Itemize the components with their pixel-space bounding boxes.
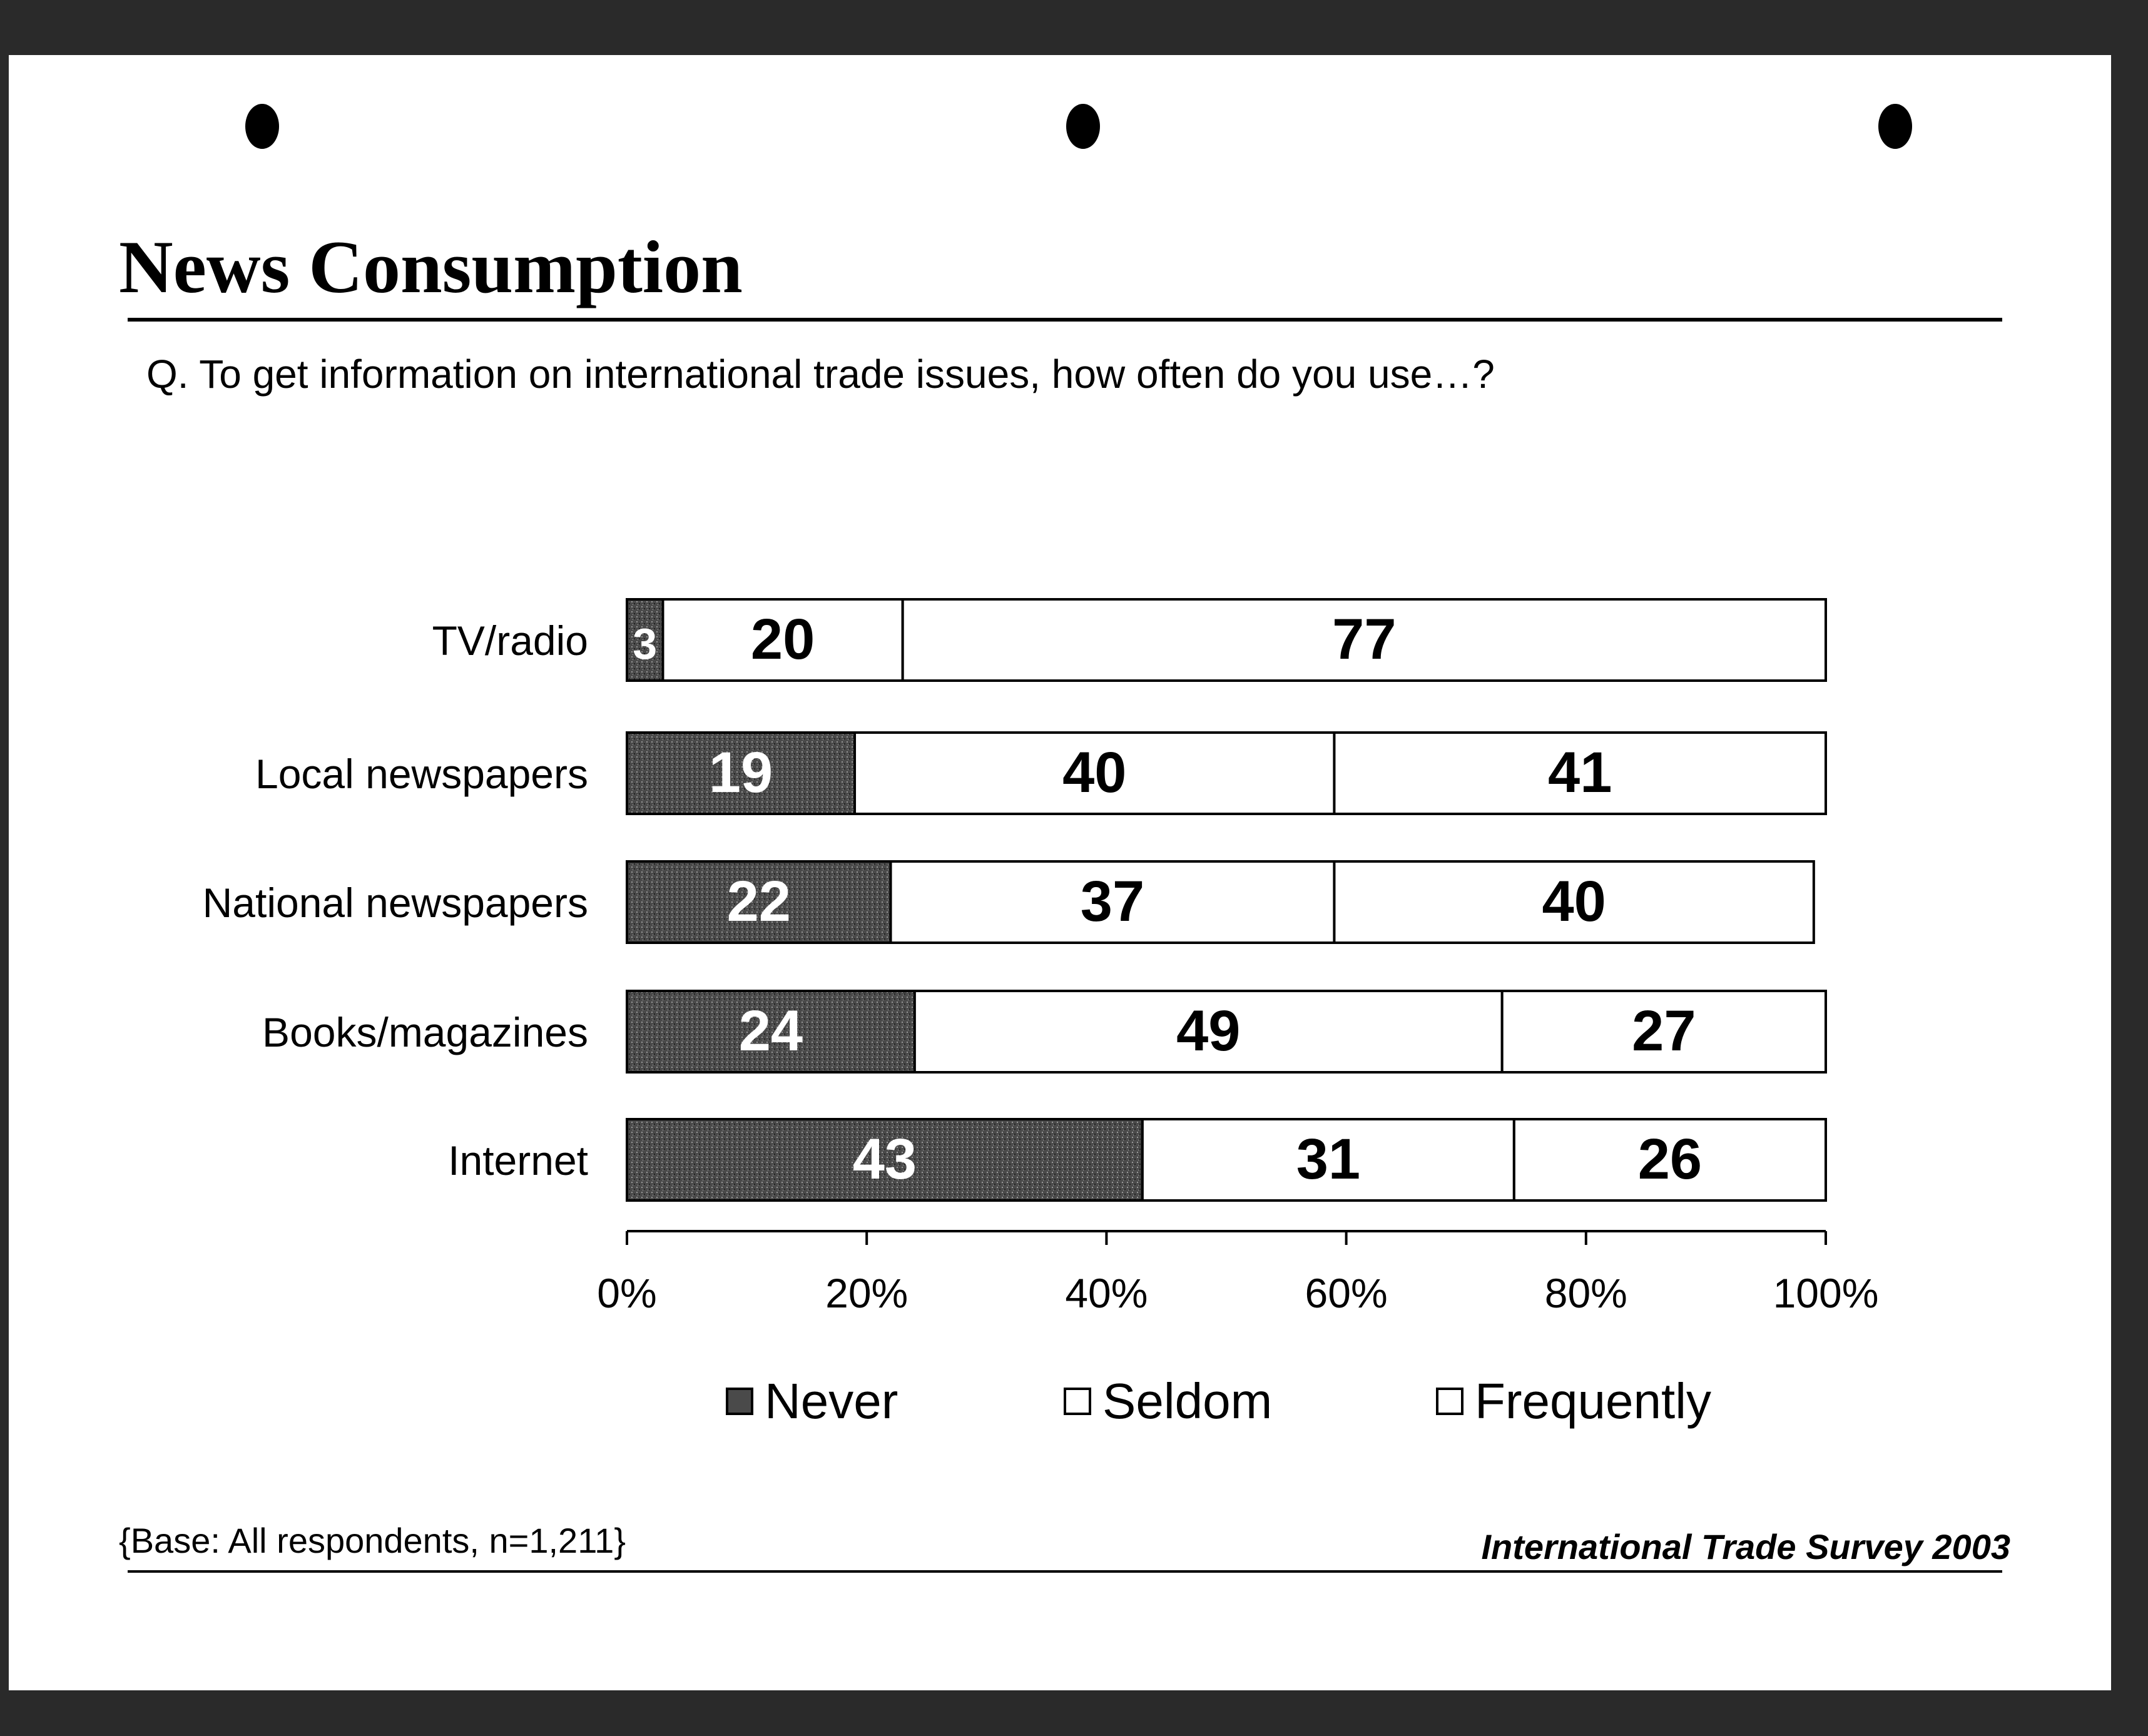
legend-item-frequently	[1436, 1370, 1711, 1433]
x-tick-label: 80%	[1544, 1270, 1627, 1316]
data-label: 37	[1080, 870, 1145, 933]
data-label: 77	[1332, 607, 1397, 671]
legend-item-seldom	[1064, 1370, 1272, 1433]
legend-swatch	[726, 1388, 753, 1415]
page-title: News Consumption	[119, 225, 743, 308]
data-label: 24	[738, 999, 803, 1063]
category-label: Internet	[448, 1137, 588, 1184]
x-tick-label: 60%	[1305, 1270, 1388, 1316]
data-label: 41	[1548, 741, 1612, 805]
data-label: 26	[1637, 1127, 1703, 1191]
legend-swatch	[1064, 1388, 1091, 1415]
survey-question: Q. To get information on international trade issues, how often do you use…?	[146, 352, 1495, 397]
data-label: 40	[1062, 741, 1127, 805]
legend-item-never	[726, 1370, 898, 1433]
data-label: 49	[1176, 999, 1241, 1063]
category-label: National newspapers	[202, 880, 588, 926]
x-tick-label: 0%	[597, 1270, 657, 1316]
category-label: TV/radio	[432, 617, 588, 664]
x-tick-label: 40%	[1065, 1270, 1148, 1316]
data-label: 43	[852, 1127, 917, 1191]
data-label: 40	[1542, 870, 1606, 933]
legend-swatch	[1436, 1388, 1463, 1415]
data-label: 22	[726, 870, 791, 933]
x-tick-label: 20%	[825, 1270, 909, 1316]
category-label: Local newspapers	[255, 751, 588, 797]
category-label: Books/magazines	[262, 1009, 588, 1055]
data-label: 31	[1296, 1127, 1361, 1191]
legend-label: Seldom	[1102, 1373, 1273, 1429]
data-label: 20	[750, 607, 815, 671]
data-label: 3	[633, 619, 658, 668]
legend-label: Frequently	[1475, 1373, 1711, 1429]
data-label: 19	[708, 741, 773, 805]
base-footnote: {Base: All respondents, n=1,211}	[119, 1521, 626, 1560]
chart-legend	[726, 1370, 1789, 1433]
source-credit: International Trade Survey 2003	[1481, 1527, 2010, 1566]
x-tick-label: 100%	[1773, 1270, 1879, 1316]
data-label: 27	[1632, 999, 1696, 1063]
footer-rule	[128, 1570, 2002, 1573]
legend-label: Never	[765, 1373, 898, 1429]
